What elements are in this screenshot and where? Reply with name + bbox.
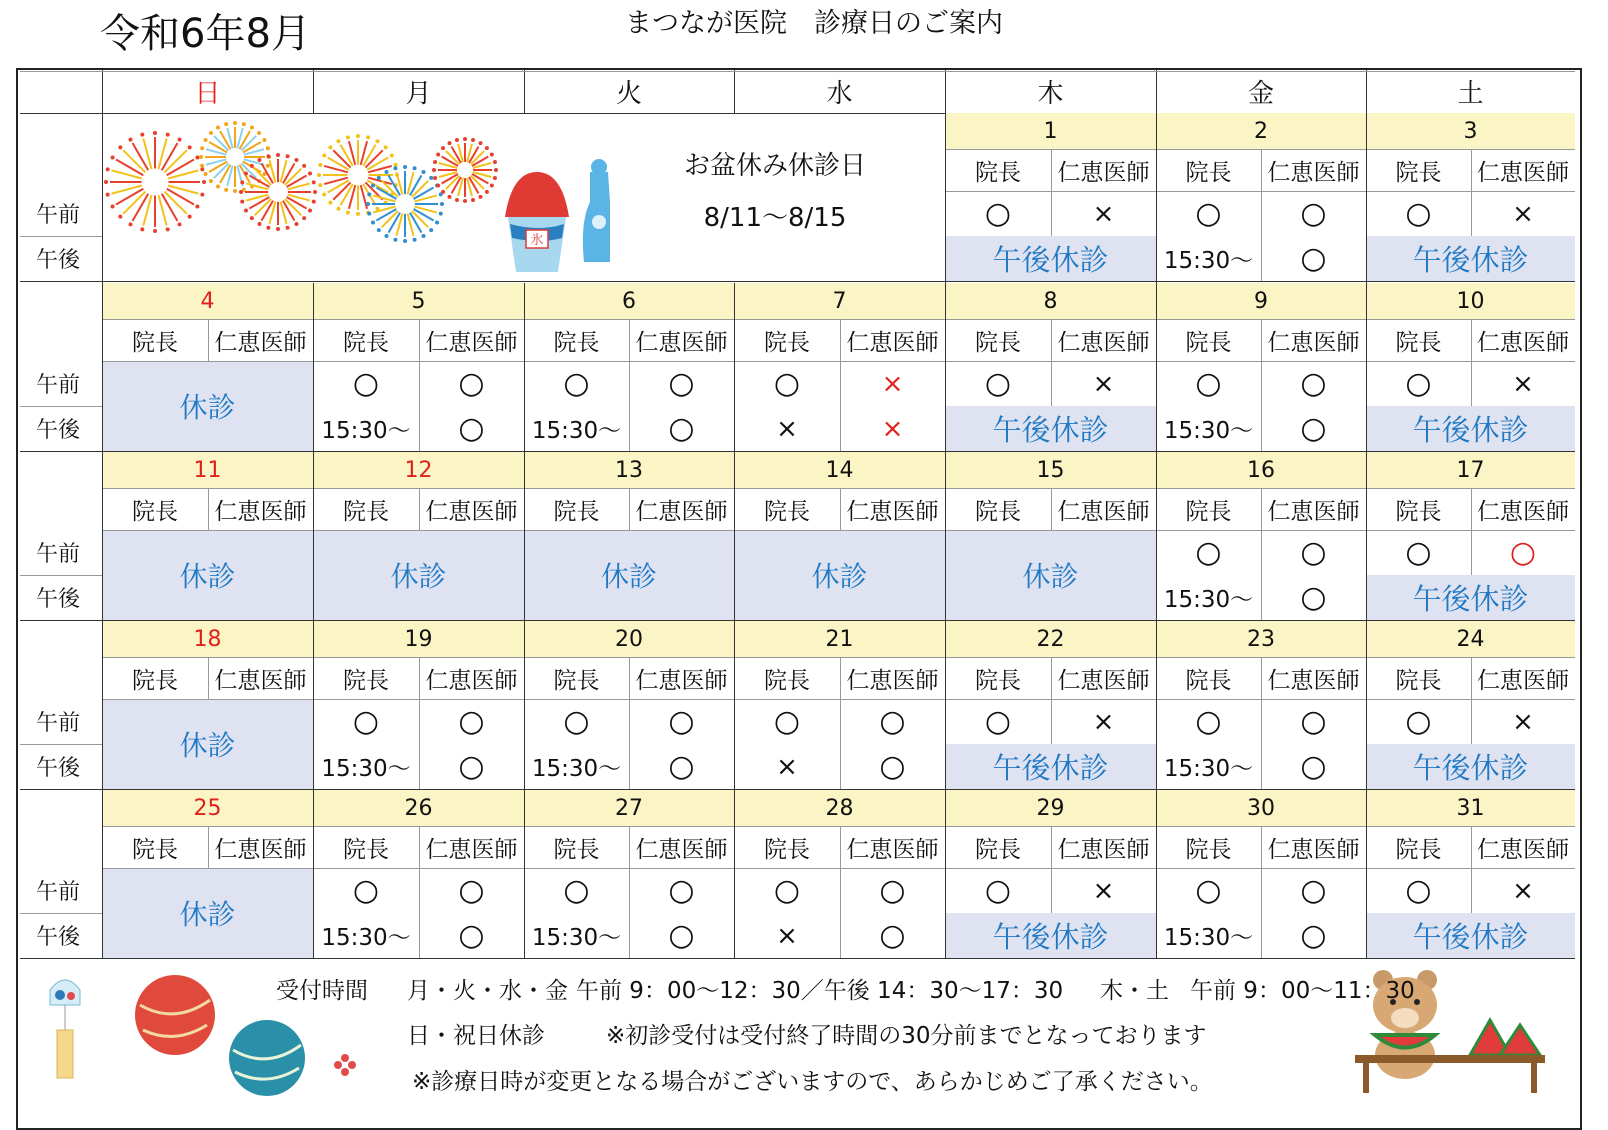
doctor-label-jinkei: 仁恵医師 bbox=[1477, 159, 1569, 186]
grid-line-horizontal bbox=[102, 488, 1575, 489]
doctor-label-director: 院長 bbox=[975, 159, 1021, 186]
doctor-label-jinkei: 仁恵医師 bbox=[1057, 498, 1150, 525]
date-cell: 23 bbox=[1156, 621, 1366, 657]
available-mark: ○ bbox=[984, 196, 1012, 231]
available-mark: ○ bbox=[352, 704, 380, 739]
grid-line-vertical bbox=[1051, 657, 1052, 744]
available-mark: ○ bbox=[1405, 366, 1432, 401]
date-cell: 8 bbox=[945, 283, 1156, 319]
doctor-label-director: 院長 bbox=[1185, 836, 1232, 863]
available-mark: ○ bbox=[773, 366, 801, 401]
doctor-label-jinkei: 仁恵医師 bbox=[1477, 498, 1569, 525]
grid-line-horizontal bbox=[20, 744, 102, 745]
grid-line-vertical bbox=[1051, 826, 1052, 913]
grid-line-vertical bbox=[840, 657, 841, 789]
grid-line-horizontal bbox=[20, 236, 102, 237]
row-label-pm: 午後 bbox=[36, 587, 81, 612]
weekday-days: 月・火・水・金 bbox=[407, 978, 568, 1004]
unavailable-mark: × bbox=[776, 920, 798, 951]
doctor-label-jinkei: 仁恵医師 bbox=[1267, 836, 1360, 863]
closed-cell: 休診 bbox=[524, 530, 734, 620]
afternoon-start-time: 15:30〜 bbox=[531, 756, 622, 782]
available-mark: ○ bbox=[1405, 535, 1432, 570]
available-mark: ○ bbox=[668, 873, 695, 908]
afternoon-closed-cell: 午後休診 bbox=[945, 406, 1156, 451]
unavailable-mark: × bbox=[1092, 368, 1115, 399]
unavailable-mark: × bbox=[1092, 198, 1115, 229]
grid-line-vertical bbox=[1261, 657, 1262, 789]
grid-line-vertical bbox=[945, 113, 946, 959]
closed-cell: 休診 bbox=[945, 530, 1156, 620]
closed-cell: 休診 bbox=[102, 530, 313, 620]
grid-line-vertical bbox=[840, 319, 841, 451]
row-label-pm: 午後 bbox=[36, 248, 81, 273]
bench-icon bbox=[1355, 1055, 1545, 1093]
date-cell: 16 bbox=[1156, 452, 1366, 488]
doctor-label-director: 院長 bbox=[1395, 836, 1442, 863]
row-label-pm: 午後 bbox=[36, 756, 81, 781]
row-label-am: 午前 bbox=[36, 203, 81, 228]
grid-line-vertical bbox=[419, 319, 420, 451]
doctor-label-director: 院長 bbox=[1395, 159, 1442, 186]
date-cell: 30 bbox=[1156, 790, 1366, 826]
grid-line-vertical bbox=[1471, 319, 1472, 406]
afternoon-start-time: 15:30〜 bbox=[321, 756, 411, 782]
doctor-label-jinkei: 仁恵医師 bbox=[1057, 836, 1150, 863]
afternoon-start-time: 15:30〜 bbox=[1163, 248, 1254, 274]
available-mark: ○ bbox=[1405, 704, 1432, 739]
doctor-label-director: 院長 bbox=[1185, 667, 1232, 694]
unavailable-mark: × bbox=[1512, 198, 1534, 229]
available-mark: ○ bbox=[773, 873, 801, 908]
doctor-label-jinkei: 仁恵医師 bbox=[846, 498, 939, 525]
date-cell: 3 bbox=[1366, 113, 1575, 149]
doctor-label-jinkei: 仁恵医師 bbox=[846, 329, 939, 356]
available-mark: ○ bbox=[1195, 873, 1222, 908]
grid-line-vertical bbox=[419, 826, 420, 958]
available-mark: ○ bbox=[668, 749, 695, 784]
date-cell: 31 bbox=[1366, 790, 1575, 826]
afternoon-start-time: 15:30〜 bbox=[1163, 418, 1254, 444]
date-cell: 5 bbox=[313, 283, 524, 319]
afternoon-closed-cell: 午後休診 bbox=[945, 236, 1156, 281]
available-mark: ○ bbox=[563, 366, 590, 401]
unavailable-mark: × bbox=[776, 413, 798, 444]
doctor-label-jinkei: 仁恵医師 bbox=[1057, 159, 1150, 186]
available-mark: ○ bbox=[1300, 580, 1327, 615]
date-cell: 11 bbox=[102, 452, 313, 488]
afternoon-start-time: 15:30〜 bbox=[531, 418, 622, 444]
available-mark: ○ bbox=[1300, 196, 1327, 231]
grid-line-vertical bbox=[945, 70, 946, 113]
grid-line-vertical bbox=[629, 319, 630, 451]
doctor-label-jinkei: 仁恵医師 bbox=[1057, 329, 1150, 356]
available-mark: ○ bbox=[879, 918, 906, 953]
grid-line-vertical bbox=[1261, 488, 1262, 620]
doctor-label-jinkei: 仁恵医師 bbox=[214, 667, 307, 694]
doctor-label-jinkei: 仁恵医師 bbox=[1477, 667, 1569, 694]
date-cell: 4 bbox=[102, 283, 313, 319]
grid-line-horizontal bbox=[945, 149, 1575, 150]
row-label-pm: 午後 bbox=[36, 418, 81, 443]
afternoon-start-time: 15:30〜 bbox=[321, 418, 411, 444]
water-balloon-blue-icon bbox=[229, 1020, 305, 1096]
doctor-label-jinkei: 仁恵医師 bbox=[214, 329, 307, 356]
date-cell: 12 bbox=[313, 452, 524, 488]
afternoon-closed-cell: 午後休診 bbox=[1366, 913, 1575, 958]
doctor-label-director: 院長 bbox=[132, 498, 178, 525]
grid-line-vertical bbox=[840, 488, 841, 530]
grid-line-vertical bbox=[208, 488, 209, 530]
doctor-label-director: 院長 bbox=[764, 836, 810, 863]
doctor-label-jinkei: 仁恵医師 bbox=[635, 498, 728, 525]
doctor-label-director: 院長 bbox=[975, 498, 1021, 525]
doctor-label-jinkei: 仁恵医師 bbox=[635, 836, 728, 863]
doctor-label-director: 院長 bbox=[343, 667, 389, 694]
doctor-label-director: 院長 bbox=[132, 667, 178, 694]
grid-line-vertical bbox=[313, 70, 314, 113]
obon-notice bbox=[610, 140, 940, 244]
doctor-label-jinkei: 仁恵医師 bbox=[846, 667, 939, 694]
available-mark: ○ bbox=[1195, 196, 1222, 231]
date-cell: 22 bbox=[945, 621, 1156, 657]
unavailable-mark: × bbox=[881, 413, 904, 444]
grid-line-vertical bbox=[208, 657, 209, 699]
available-mark: ○ bbox=[879, 704, 906, 739]
available-mark: ○ bbox=[458, 411, 485, 446]
doctor-label-director: 院長 bbox=[1395, 329, 1442, 356]
available-mark: ○ bbox=[1405, 873, 1432, 908]
grid-line-horizontal bbox=[102, 826, 1575, 827]
date-cell: 7 bbox=[734, 283, 945, 319]
doctor-label-jinkei: 仁恵医師 bbox=[846, 836, 939, 863]
clinic-title: まつなが医院 診療日のご案内 bbox=[625, 8, 1003, 39]
grid-line-horizontal bbox=[102, 868, 1575, 869]
afternoon-start-time: 15:30〜 bbox=[321, 925, 411, 951]
grid-line-vertical bbox=[629, 488, 630, 530]
doctor-label-director: 院長 bbox=[975, 329, 1021, 356]
doctor-label-jinkei: 仁恵医師 bbox=[1477, 836, 1569, 863]
row-label-am: 午前 bbox=[36, 880, 81, 905]
grid-line-vertical bbox=[1366, 70, 1367, 113]
change-note: ※診療日時が変更となる場合がございますので、あらかじめご了承ください。 bbox=[412, 1069, 1213, 1095]
obon-title: お盆休み休診日 bbox=[683, 151, 866, 181]
available-mark: ○ bbox=[458, 918, 485, 953]
weekday-header: 月 bbox=[405, 79, 432, 109]
available-mark: ○ bbox=[879, 749, 906, 784]
available-mark: ○ bbox=[1195, 704, 1222, 739]
doctor-label-jinkei: 仁恵医師 bbox=[1267, 329, 1360, 356]
grid-line-horizontal bbox=[20, 958, 1575, 959]
doctor-label-jinkei: 仁恵医師 bbox=[1057, 667, 1150, 694]
row-label-am: 午前 bbox=[36, 373, 81, 398]
date-cell: 19 bbox=[313, 621, 524, 657]
first-visit-note: ※初診受付は受付終了時間の30分前までとなっております bbox=[606, 1023, 1207, 1049]
grid-line-vertical bbox=[208, 319, 209, 361]
doctor-label-director: 院長 bbox=[764, 667, 810, 694]
grid-line-vertical bbox=[102, 283, 103, 959]
grid-line-vertical bbox=[1051, 149, 1052, 236]
available-mark: ○ bbox=[668, 366, 695, 401]
doctor-label-jinkei: 仁恵医師 bbox=[1267, 498, 1360, 525]
available-mark: ○ bbox=[668, 704, 695, 739]
available-mark: ○ bbox=[1300, 918, 1327, 953]
date-cell: 15 bbox=[945, 452, 1156, 488]
obon-dates: 8/11〜8/15 bbox=[703, 203, 847, 233]
doctor-label-director: 院長 bbox=[132, 836, 178, 863]
available-mark: ○ bbox=[1405, 196, 1432, 231]
doctor-label-jinkei: 仁恵医師 bbox=[1267, 159, 1360, 186]
available-mark: ○ bbox=[879, 873, 906, 908]
doctor-label-director: 院長 bbox=[343, 498, 389, 525]
afternoon-closed-cell: 午後休診 bbox=[1366, 236, 1575, 281]
available-mark: ○ bbox=[773, 704, 801, 739]
date-cell: 29 bbox=[945, 790, 1156, 826]
shaved-ice-icon bbox=[505, 172, 569, 272]
grid-line-vertical bbox=[208, 826, 209, 868]
available-mark: ○ bbox=[458, 366, 485, 401]
grid-line-horizontal bbox=[102, 699, 1575, 700]
summer-decoration bbox=[100, 112, 610, 272]
grid-line-horizontal bbox=[20, 913, 102, 914]
thu-sat-days: 木・土 bbox=[1100, 978, 1169, 1004]
available-mark: ○ bbox=[458, 873, 485, 908]
date-cell: 2 bbox=[1156, 113, 1366, 149]
water-balloon-red-icon bbox=[135, 975, 215, 1055]
row-label-pm: 午後 bbox=[36, 925, 81, 950]
available-mark: ○ bbox=[984, 873, 1012, 908]
date-cell: 9 bbox=[1156, 283, 1366, 319]
doctor-label-director: 院長 bbox=[553, 329, 600, 356]
grid-line-horizontal bbox=[20, 406, 102, 407]
date-cell: 17 bbox=[1366, 452, 1575, 488]
available-mark: ○ bbox=[458, 749, 485, 784]
available-mark: ○ bbox=[1300, 535, 1327, 570]
available-mark: ○ bbox=[984, 704, 1012, 739]
doctor-label-jinkei: 仁恵医師 bbox=[635, 329, 728, 356]
grid-line-vertical bbox=[1471, 149, 1472, 236]
available-mark: ○ bbox=[668, 918, 695, 953]
weekday-header: 木 bbox=[1037, 79, 1064, 109]
afternoon-start-time: 15:30〜 bbox=[1163, 587, 1254, 613]
fireworks-icon bbox=[104, 121, 498, 243]
closed-cell: 休診 bbox=[313, 530, 524, 620]
date-cell: 25 bbox=[102, 790, 313, 826]
afternoon-closed-cell: 午後休診 bbox=[945, 913, 1156, 958]
holiday-closed-note: 日・祝日休診 bbox=[407, 1023, 545, 1049]
available-mark: ○ bbox=[984, 366, 1012, 401]
grid-line-vertical bbox=[102, 70, 103, 113]
afternoon-closed-cell: 午後休診 bbox=[1366, 575, 1575, 620]
grid-line-vertical bbox=[1051, 319, 1052, 406]
row-label-am: 午前 bbox=[36, 542, 81, 567]
weekday-header: 火 bbox=[615, 79, 642, 109]
date-cell: 21 bbox=[734, 621, 945, 657]
grid-line-vertical bbox=[1156, 70, 1157, 113]
month-title: 令和6年8月 bbox=[100, 11, 311, 57]
closed-cell: 休診 bbox=[102, 361, 313, 451]
grid-line-vertical bbox=[1051, 488, 1052, 530]
date-cell: 1 bbox=[945, 113, 1156, 149]
unavailable-mark: × bbox=[1092, 875, 1115, 906]
available-mark: ○ bbox=[1300, 241, 1327, 276]
doctor-label-director: 院長 bbox=[553, 498, 600, 525]
doctor-label-director: 院長 bbox=[764, 498, 810, 525]
doctor-label-director: 院長 bbox=[1185, 498, 1232, 525]
date-cell: 10 bbox=[1366, 283, 1575, 319]
available-mark: ○ bbox=[1195, 366, 1222, 401]
doctor-label-jinkei: 仁恵医師 bbox=[425, 498, 518, 525]
doctor-label-director: 院長 bbox=[975, 667, 1021, 694]
doctor-label-director: 院長 bbox=[1185, 329, 1232, 356]
weekday-header: 日 bbox=[194, 79, 221, 109]
available-mark: ○ bbox=[563, 704, 590, 739]
available-mark: ○ bbox=[1300, 749, 1327, 784]
grid-line-vertical bbox=[1261, 319, 1262, 451]
unavailable-mark: × bbox=[1512, 706, 1534, 737]
grid-line-horizontal bbox=[102, 361, 1575, 362]
doctor-label-director: 院長 bbox=[343, 329, 389, 356]
grid-line-vertical bbox=[524, 70, 525, 113]
grid-line-vertical bbox=[1156, 113, 1157, 959]
doctor-label-director: 院長 bbox=[553, 667, 600, 694]
weekday-header: 金 bbox=[1247, 79, 1274, 109]
row-label-am: 午前 bbox=[36, 711, 81, 736]
closed-cell: 休診 bbox=[102, 868, 313, 958]
date-cell: 13 bbox=[524, 452, 734, 488]
available-mark: ○ bbox=[1300, 411, 1327, 446]
doctor-label-jinkei: 仁恵医師 bbox=[1267, 667, 1360, 694]
doctor-label-jinkei: 仁恵医師 bbox=[425, 329, 518, 356]
grid-line-horizontal bbox=[102, 319, 1575, 320]
closed-cell: 休診 bbox=[102, 699, 313, 789]
unavailable-mark: × bbox=[776, 751, 798, 782]
grid-line-vertical bbox=[1471, 488, 1472, 575]
available-mark: ○ bbox=[1300, 366, 1327, 401]
available-mark: ○ bbox=[1509, 535, 1537, 570]
grid-line-vertical bbox=[524, 283, 525, 959]
weekday-header: 土 bbox=[1457, 79, 1484, 109]
afternoon-closed-cell: 午後休診 bbox=[1366, 406, 1575, 451]
date-cell: 28 bbox=[734, 790, 945, 826]
afternoon-closed-cell: 午後休診 bbox=[945, 744, 1156, 789]
available-mark: ○ bbox=[563, 873, 590, 908]
doctor-label-director: 院長 bbox=[1395, 498, 1442, 525]
available-mark: ○ bbox=[668, 411, 695, 446]
afternoon-start-time: 15:30〜 bbox=[1163, 925, 1254, 951]
date-cell: 14 bbox=[734, 452, 945, 488]
grid-line-horizontal bbox=[102, 657, 1575, 658]
available-mark: ○ bbox=[1300, 704, 1327, 739]
doctor-label-director: 院長 bbox=[343, 836, 389, 863]
grid-line-vertical bbox=[313, 283, 314, 959]
grid-line-vertical bbox=[1366, 113, 1367, 959]
available-mark: ○ bbox=[458, 704, 485, 739]
weekday-hours: 午前 9：00〜12：30／午後 14：30〜17：30 bbox=[576, 978, 1064, 1004]
date-cell: 6 bbox=[524, 283, 734, 319]
doctor-label-director: 院長 bbox=[975, 836, 1021, 863]
grid-line-horizontal bbox=[20, 281, 1575, 282]
grid-line-vertical bbox=[734, 70, 735, 113]
grid-line-vertical bbox=[1261, 826, 1262, 958]
flower-icon bbox=[334, 1054, 356, 1076]
doctor-label-jinkei: 仁恵医師 bbox=[425, 667, 518, 694]
grid-line-vertical bbox=[629, 826, 630, 958]
grid-line-vertical bbox=[840, 826, 841, 958]
afternoon-start-time: 15:30〜 bbox=[1163, 756, 1254, 782]
available-mark: ○ bbox=[352, 873, 380, 908]
doctor-label-director: 院長 bbox=[1395, 667, 1442, 694]
date-cell: 18 bbox=[102, 621, 313, 657]
available-mark: ○ bbox=[1195, 535, 1222, 570]
grid-line-horizontal bbox=[102, 530, 1575, 531]
thu-sat-hours: 午前 9：00〜11：30 bbox=[1190, 978, 1415, 1004]
doctor-label-jinkei: 仁恵医師 bbox=[1477, 329, 1569, 356]
doctor-label-director: 院長 bbox=[132, 329, 178, 356]
grid-line-vertical bbox=[1471, 826, 1472, 913]
weekday-header: 水 bbox=[826, 79, 853, 109]
wind-chime-icon bbox=[50, 980, 80, 1078]
grid-line-horizontal bbox=[20, 71, 1575, 72]
doctor-label-jinkei: 仁恵医師 bbox=[425, 836, 518, 863]
date-cell: 27 bbox=[524, 790, 734, 826]
grid-line-vertical bbox=[734, 283, 735, 959]
doctor-label-jinkei: 仁恵医師 bbox=[635, 667, 728, 694]
available-mark: ○ bbox=[1300, 873, 1327, 908]
grid-line-vertical bbox=[419, 488, 420, 530]
grid-line-vertical bbox=[629, 657, 630, 789]
date-cell: 24 bbox=[1366, 621, 1575, 657]
doctor-label-jinkei: 仁恵医師 bbox=[214, 498, 307, 525]
closed-cell: 休診 bbox=[734, 530, 945, 620]
reception-label: 受付時間 bbox=[276, 978, 368, 1004]
available-mark: ○ bbox=[352, 366, 380, 401]
unavailable-mark: × bbox=[1092, 706, 1115, 737]
afternoon-closed-cell: 午後休診 bbox=[1366, 744, 1575, 789]
ramune-bottle-icon bbox=[583, 159, 610, 262]
svg-text:氷: 氷 bbox=[530, 233, 544, 248]
date-cell: 26 bbox=[313, 790, 524, 826]
grid-line-vertical bbox=[1261, 149, 1262, 281]
doctor-label-director: 院長 bbox=[1185, 159, 1232, 186]
doctor-label-director: 院長 bbox=[764, 329, 810, 356]
grid-line-horizontal bbox=[20, 575, 102, 576]
unavailable-mark: × bbox=[881, 368, 904, 399]
grid-line-vertical bbox=[1471, 657, 1472, 744]
date-cell: 20 bbox=[524, 621, 734, 657]
doctor-label-jinkei: 仁恵医師 bbox=[214, 836, 307, 863]
doctor-label-director: 院長 bbox=[553, 836, 600, 863]
grid-line-vertical bbox=[419, 657, 420, 789]
unavailable-mark: × bbox=[1512, 875, 1534, 906]
grid-line-horizontal bbox=[945, 191, 1575, 192]
afternoon-start-time: 15:30〜 bbox=[531, 925, 622, 951]
unavailable-mark: × bbox=[1512, 368, 1534, 399]
